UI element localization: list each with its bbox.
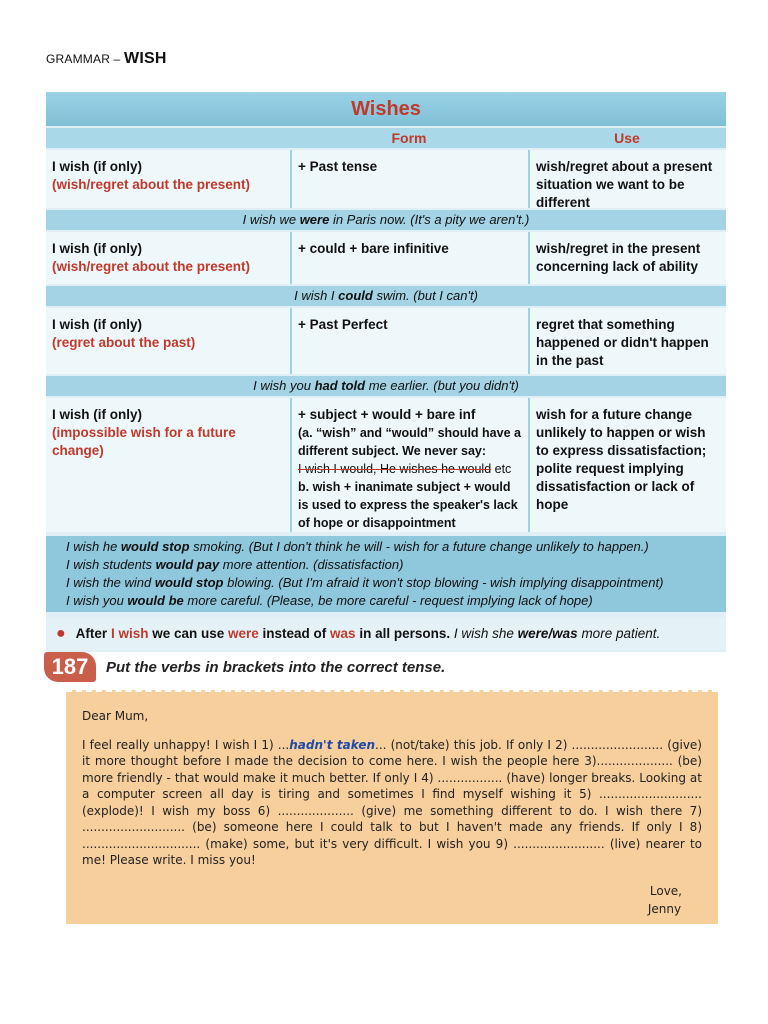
- example-post: in Paris now. (It's a pity we aren't.): [329, 212, 530, 227]
- note-part: I wish she: [453, 626, 518, 641]
- examples-block: [46, 536, 726, 612]
- example-pre: I wish we: [242, 212, 300, 227]
- letter-signature: Jenny: [647, 902, 682, 916]
- row-form: + Past Perfect: [290, 308, 528, 374]
- example-pre: I wish I: [294, 288, 339, 303]
- row-use: wish for a future change unlikely to happen or wish to express dissatisfaction; polite request implying dissatisfaction or lack of hope: [528, 398, 726, 532]
- header-use: Use: [614, 130, 640, 146]
- table-row: [46, 398, 726, 532]
- table-title-band: [46, 92, 726, 126]
- example-line: [66, 574, 726, 592]
- exercise-header: [44, 652, 724, 688]
- row-form-note-b: b. wish + inanimate subject + would is used to express the speaker's lack of hope or disappointment: [298, 480, 518, 530]
- example-bold: would pay: [155, 557, 220, 572]
- row-form: + subject + would + bare inf: [298, 407, 476, 422]
- row-wish-note: (regret about the past): [52, 335, 196, 350]
- note-part: more patient.: [577, 626, 661, 641]
- letter-card: [66, 690, 718, 924]
- table-title: Wishes: [351, 98, 421, 120]
- table-header-band: [46, 128, 726, 148]
- example-band: [46, 286, 726, 306]
- example-post: swim. (but I can't): [372, 288, 478, 303]
- row-wish: I wish (if only): [52, 159, 142, 174]
- example-pre: I wish you: [253, 378, 315, 393]
- usage-note: [46, 618, 726, 650]
- heading-prefix: GRAMMAR –: [46, 52, 125, 66]
- letter-text-part: I feel really unhappy! I wish I 1) ...: [82, 737, 290, 752]
- page-heading: [46, 50, 167, 68]
- example-line: [66, 556, 726, 574]
- example-bold: would be: [127, 593, 184, 608]
- row-wish-cell: [46, 308, 290, 374]
- note-part: After: [75, 626, 111, 641]
- exercise-instruction: Put the verbs in brackets into the correct tense.: [106, 659, 446, 676]
- row-wish-cell: [46, 398, 290, 532]
- example-pre: I wish you: [66, 593, 128, 608]
- form-note-a: (a. “wish” and “would” should have a different subject. We never say:: [298, 426, 521, 458]
- row-wish: I wish (if only): [52, 407, 142, 422]
- letter-greeting: Dear Mum,: [82, 709, 149, 723]
- exercise-number: 187: [44, 652, 96, 682]
- bullet-icon: ●: [56, 625, 66, 642]
- example-pre: I wish the wind: [66, 575, 155, 590]
- table-row: [46, 308, 726, 374]
- row-use: wish/regret in the present concerning lack of ability: [528, 232, 726, 284]
- wishes-table: [46, 92, 726, 652]
- row-wish: I wish (if only): [52, 241, 142, 256]
- row-wish-note: (wish/regret about the present): [52, 177, 251, 192]
- note-part: instead of: [258, 626, 331, 641]
- note-part: I wish: [110, 626, 149, 641]
- row-form-cell: [290, 398, 528, 532]
- example-bold: would stop: [120, 539, 190, 554]
- row-wish-cell: [46, 232, 290, 284]
- example-bold: could: [338, 288, 373, 303]
- note-part: we can use: [148, 626, 228, 641]
- example-bold: had told: [314, 378, 366, 393]
- note-part: were: [228, 626, 259, 641]
- sample-answer: hadn't taken: [289, 737, 375, 752]
- note-part: in all persons.: [355, 626, 454, 641]
- example-line: [66, 538, 726, 556]
- example-post: more attention. (dissatisfaction): [219, 557, 404, 572]
- row-use: wish/regret about a present situation we want to be different: [528, 150, 726, 208]
- letter-text: [82, 737, 702, 869]
- heading-word: WISH: [124, 50, 167, 67]
- row-form: + Past tense: [290, 150, 528, 208]
- row-form: + could + bare infinitive: [290, 232, 528, 284]
- row-form-note-a: [298, 424, 522, 478]
- example-post: blowing. (But I'm afraid it won't stop blowing - wish implying disappointment): [223, 575, 664, 590]
- example-post: me earlier. (but you didn't): [365, 378, 519, 393]
- letter-body: [82, 708, 702, 869]
- note-part: were/was: [517, 626, 578, 641]
- letter-closing: Love,: [649, 884, 682, 898]
- header-form: Form: [391, 130, 427, 146]
- example-bold: would stop: [154, 575, 224, 590]
- table-row: [46, 150, 726, 208]
- example-band: [46, 376, 726, 396]
- example-band: [46, 210, 726, 230]
- row-wish-note: (impossible wish for a future change): [52, 425, 236, 458]
- letter-signoff: [648, 882, 682, 918]
- row-wish-cell: [46, 150, 290, 208]
- row-use: regret that something happened or didn't happen in the past: [528, 308, 726, 374]
- row-wish-note: (wish/regret about the present): [52, 259, 251, 274]
- example-pre: I wish students: [66, 557, 156, 572]
- letter-text-part: ... (not/take) this job. If only I 2) ........................ (give) it more thought before I made the decision to come here. I wish the people here 3).................... (be) more friendly - that would make it much better. If only I 4) ................. (have) longer breaks. Looking at a computer screen all day is tiring and sometimes I find myself wishing it 5) ........................... (explode)! I wish my boss 6) .................... (give) me something different to do. I wish there 7) ........................... (be) someone here I could talk to but I haven't made any friends. If only I 8) ............................... (make) some, but it's very difficult. I wish you 9) ........................ (live) nearer to me! Please write. I miss you!: [82, 737, 702, 867]
- example-line: [66, 592, 726, 610]
- form-struck-example: I wish I would, He wishes he would: [298, 462, 492, 476]
- row-wish: I wish (if only): [52, 317, 142, 332]
- table-row: [46, 232, 726, 284]
- example-bold: were: [299, 212, 330, 227]
- example-post: more careful. (Please, be more careful - request implying lack of hope): [183, 593, 593, 608]
- note-part: was: [330, 626, 356, 641]
- example-pre: I wish he: [66, 539, 121, 554]
- example-post: smoking. (But I don't think he will - wish for a future change unlikely to happen.): [189, 539, 649, 554]
- form-etc: etc: [491, 462, 512, 476]
